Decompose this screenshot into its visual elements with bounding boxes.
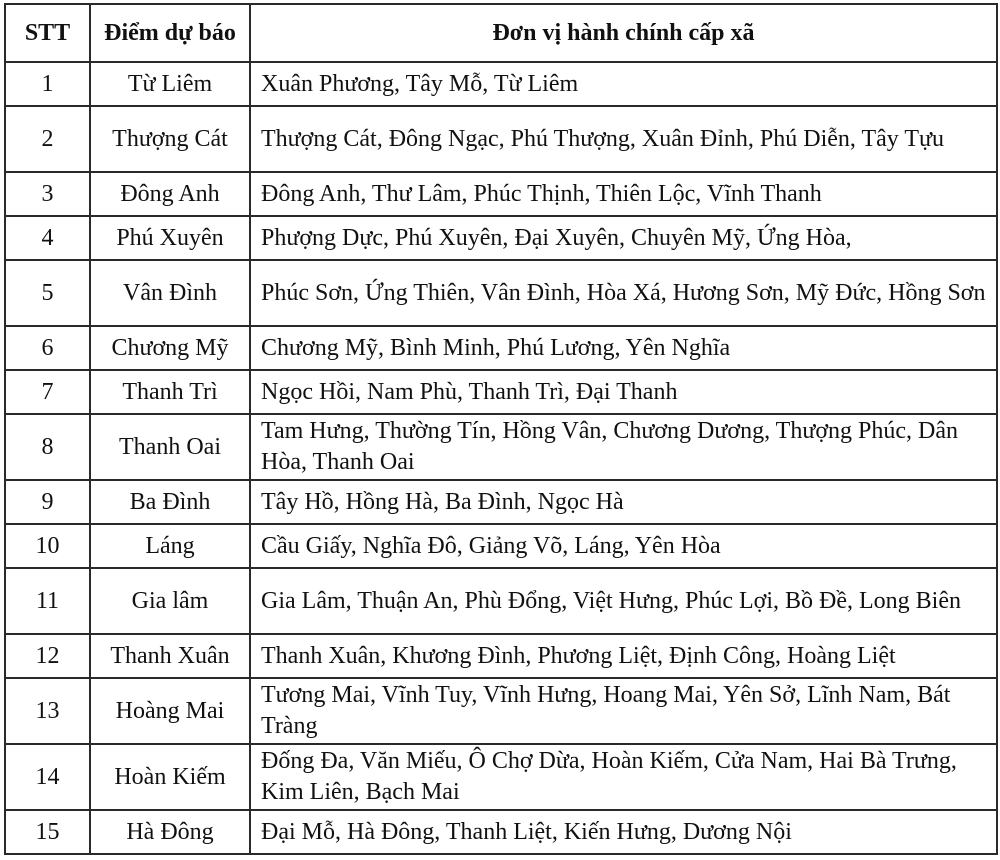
cell-forecast-point: Thượng Cát — [90, 106, 250, 172]
table-row — [5, 62, 997, 106]
cell-stt: 4 — [5, 216, 90, 260]
cell-administrative-units: Đống Đa, Văn Miếu, Ô Chợ Dừa, Hoàn Kiếm, Cửa Nam, Hai Bà Trưng, Kim Liên, Bạch Mai — [250, 744, 997, 810]
cell-forecast-point: Thanh Oai — [90, 414, 250, 480]
table-row — [5, 216, 997, 260]
cell-forecast-point: Hoàn Kiếm — [90, 744, 250, 810]
cell-stt: 10 — [5, 524, 90, 568]
cell-stt: 8 — [5, 414, 90, 480]
cell-forecast-point: Hoàng Mai — [90, 678, 250, 744]
cell-stt: 14 — [5, 744, 90, 810]
cell-stt: 2 — [5, 106, 90, 172]
cell-administrative-units: Thượng Cát, Đông Ngạc, Phú Thượng, Xuân Đỉnh, Phú Diễn, Tây Tựu — [250, 106, 997, 172]
cell-administrative-units: Cầu Giấy, Nghĩa Đô, Giảng Võ, Láng, Yên Hòa — [250, 524, 997, 568]
cell-administrative-units: Thanh Xuân, Khương Đình, Phương Liệt, Định Công, Hoàng Liệt — [250, 634, 997, 678]
cell-forecast-point: Phú Xuyên — [90, 216, 250, 260]
table-row — [5, 634, 997, 678]
header-administrative-units: Đơn vị hành chính cấp xã — [250, 4, 997, 62]
cell-forecast-point: Vân Đình — [90, 260, 250, 326]
cell-forecast-point: Chương Mỹ — [90, 326, 250, 370]
table-header — [5, 4, 997, 62]
cell-administrative-units: Xuân Phương, Tây Mỗ, Từ Liêm — [250, 62, 997, 106]
cell-administrative-units: Đại Mỗ, Hà Đông, Thanh Liệt, Kiến Hưng, Dương Nội — [250, 810, 997, 854]
table-row — [5, 326, 997, 370]
table-row — [5, 172, 997, 216]
cell-stt: 15 — [5, 810, 90, 854]
cell-forecast-point: Láng — [90, 524, 250, 568]
table-row — [5, 524, 997, 568]
cell-forecast-point: Ba Đình — [90, 480, 250, 524]
cell-administrative-units: Gia Lâm, Thuận An, Phù Đổng, Việt Hưng, Phúc Lợi, Bồ Đề, Long Biên — [250, 568, 997, 634]
cell-forecast-point: Hà Đông — [90, 810, 250, 854]
table-row — [5, 414, 997, 480]
cell-forecast-point: Đông Anh — [90, 172, 250, 216]
table-row — [5, 370, 997, 414]
cell-administrative-units: Tương Mai, Vĩnh Tuy, Vĩnh Hưng, Hoang Mai, Yên Sở, Lĩnh Nam, Bát Tràng — [250, 678, 997, 744]
cell-stt: 9 — [5, 480, 90, 524]
cell-forecast-point: Từ Liêm — [90, 62, 250, 106]
cell-stt: 5 — [5, 260, 90, 326]
table-row — [5, 744, 997, 810]
cell-stt: 6 — [5, 326, 90, 370]
cell-stt: 13 — [5, 678, 90, 744]
cell-administrative-units: Tây Hồ, Hồng Hà, Ba Đình, Ngọc Hà — [250, 480, 997, 524]
cell-stt: 1 — [5, 62, 90, 106]
cell-administrative-units: Đông Anh, Thư Lâm, Phúc Thịnh, Thiên Lộc, Vĩnh Thanh — [250, 172, 997, 216]
cell-administrative-units: Ngọc Hồi, Nam Phù, Thanh Trì, Đại Thanh — [250, 370, 997, 414]
table-row — [5, 106, 997, 172]
cell-administrative-units: Chương Mỹ, Bình Minh, Phú Lương, Yên Nghĩa — [250, 326, 997, 370]
table-row — [5, 260, 997, 326]
cell-administrative-units: Phượng Dực, Phú Xuyên, Đại Xuyên, Chuyên Mỹ, Ứng Hòa, — [250, 216, 997, 260]
header-stt: STT — [5, 4, 90, 62]
table-row — [5, 810, 997, 854]
table-row — [5, 678, 997, 744]
cell-stt: 11 — [5, 568, 90, 634]
cell-administrative-units: Phúc Sơn, Ứng Thiên, Vân Đình, Hòa Xá, Hương Sơn, Mỹ Đức, Hồng Sơn — [250, 260, 997, 326]
cell-stt: 12 — [5, 634, 90, 678]
cell-stt: 3 — [5, 172, 90, 216]
cell-forecast-point: Thanh Trì — [90, 370, 250, 414]
cell-forecast-point: Gia lâm — [90, 568, 250, 634]
cell-administrative-units: Tam Hưng, Thường Tín, Hồng Vân, Chương Dương, Thượng Phúc, Dân Hòa, Thanh Oai — [250, 414, 997, 480]
header-row — [5, 4, 997, 62]
header-forecast-point: Điểm dự báo — [90, 4, 250, 62]
cell-stt: 7 — [5, 370, 90, 414]
cell-forecast-point: Thanh Xuân — [90, 634, 250, 678]
table-row — [5, 480, 997, 524]
table-row — [5, 568, 997, 634]
forecast-points-table — [4, 3, 998, 855]
table-body — [5, 62, 997, 854]
